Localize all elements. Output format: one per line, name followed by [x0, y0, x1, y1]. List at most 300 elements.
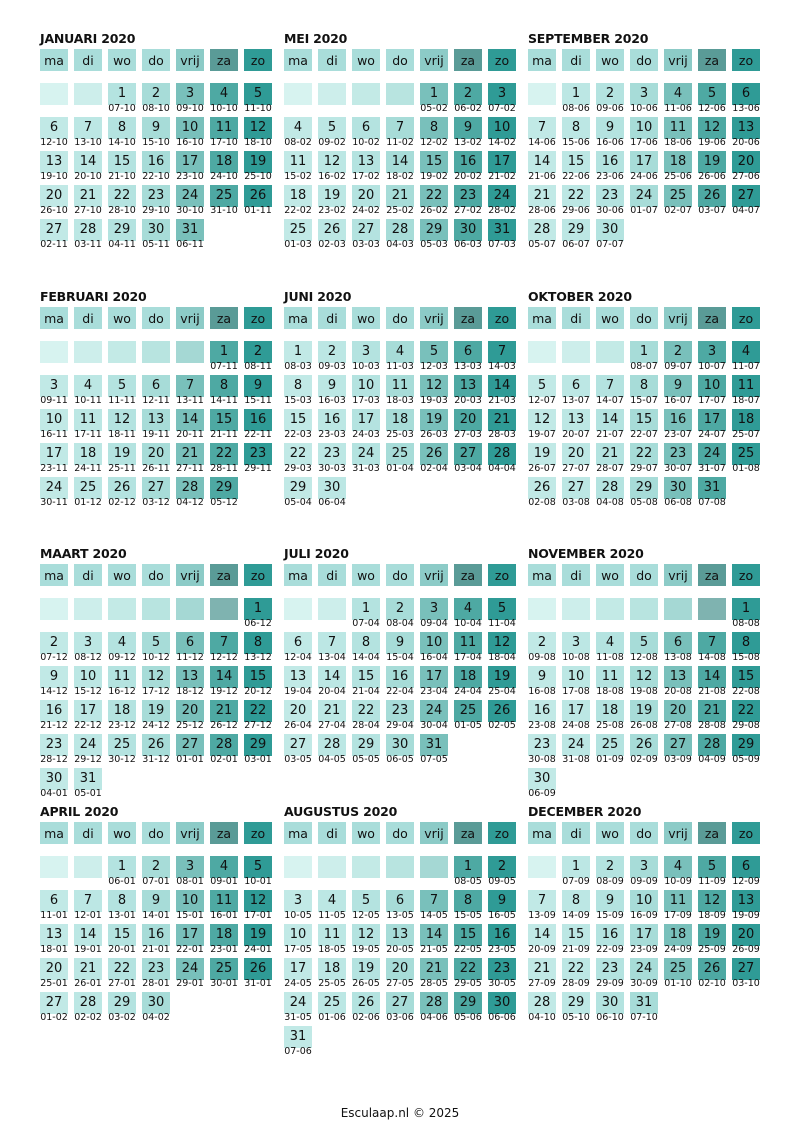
gestation-date: 15-10 [142, 137, 170, 148]
day-number: 5 [151, 635, 161, 650]
day-number: 30 [45, 771, 63, 786]
gestation-date: 12-02 [420, 137, 448, 148]
day-number: 10 [635, 120, 653, 135]
gestation-date: 10-11 [74, 395, 102, 406]
day-number: 17 [635, 154, 653, 169]
day-number: 26 [703, 961, 721, 976]
day-cell [284, 734, 312, 756]
day-number: 9 [537, 669, 547, 684]
day-number: 20 [45, 961, 63, 976]
gestation-date: 07-02 [488, 103, 516, 114]
day-number: 6 [361, 120, 371, 135]
day-cell [176, 83, 204, 105]
day-cell [176, 409, 204, 431]
day-cell [108, 632, 136, 654]
gestation-date: 18-02 [386, 171, 414, 182]
weekday-header: do [630, 307, 658, 329]
day-cell [318, 409, 346, 431]
day-number: 6 [49, 120, 59, 135]
gestation-date: 31-03 [352, 463, 380, 474]
day-cell [142, 924, 170, 946]
day-cell [732, 890, 760, 912]
gestation-date: 10-10 [210, 103, 238, 114]
weekday-header: wo [108, 307, 136, 329]
day-number: 24 [181, 961, 199, 976]
day-cell [244, 700, 272, 722]
gestation-date: 05-06 [454, 1012, 482, 1023]
gestation-date: 29-03 [284, 463, 312, 474]
gestation-date: 25-11 [108, 463, 136, 474]
day-number: 4 [395, 344, 405, 359]
day-cell [528, 890, 556, 912]
gestation-date: 28-07 [596, 463, 624, 474]
gestation-date: 30-11 [40, 497, 68, 508]
day-cell [284, 700, 312, 722]
gestation-date: 12-04 [284, 652, 312, 663]
day-number: 11 [737, 378, 755, 393]
day-cell [318, 632, 346, 654]
gestation-date: 17-10 [210, 137, 238, 148]
gestation-date: 02-08 [528, 497, 556, 508]
day-number: 9 [327, 378, 337, 393]
month-title: AUGUSTUS 2020 [284, 804, 398, 819]
day-cell [210, 477, 238, 499]
day-cell [210, 890, 238, 912]
day-number: 12 [425, 378, 443, 393]
gestation-date: 18-11 [108, 429, 136, 440]
day-number: 21 [533, 188, 551, 203]
day-cell [562, 151, 590, 173]
gestation-date: 28-12 [40, 754, 68, 765]
day-cell [732, 958, 760, 980]
day-number: 11 [459, 635, 477, 650]
day-cell [488, 83, 516, 105]
gestation-date: 27-01 [108, 978, 136, 989]
gestation-date: 09-01 [210, 876, 238, 887]
day-number: 30 [669, 480, 687, 495]
weekday-header: zo [244, 564, 272, 586]
day-cell [664, 151, 692, 173]
day-number: 18 [79, 446, 97, 461]
day-number: 11 [79, 412, 97, 427]
day-cell [176, 219, 204, 241]
gestation-date: 05-01 [74, 788, 102, 799]
day-cell [74, 924, 102, 946]
gestation-date: 01-07 [630, 205, 658, 216]
day-number: 20 [737, 927, 755, 942]
weekday-header: zo [488, 822, 516, 844]
day-number: 24 [493, 188, 511, 203]
gestation-date: 15-06 [562, 137, 590, 148]
gestation-date: 30-06 [596, 205, 624, 216]
day-number: 15 [249, 669, 267, 684]
empty-day-cell [420, 856, 448, 878]
day-cell [562, 219, 590, 241]
day-number: 22 [113, 188, 131, 203]
day-number: 31 [703, 480, 721, 495]
gestation-date: 25-07 [732, 429, 760, 440]
day-number: 11 [669, 893, 687, 908]
gestation-date: 10-12 [142, 652, 170, 663]
gestation-date: 23-07 [664, 429, 692, 440]
day-number: 20 [357, 188, 375, 203]
day-cell [244, 83, 272, 105]
day-cell [454, 409, 482, 431]
gestation-date: 06-03 [454, 239, 482, 250]
gestation-date: 31-12 [142, 754, 170, 765]
day-cell [386, 219, 414, 241]
weekday-header: ma [40, 564, 68, 586]
gestation-date: 15-12 [74, 686, 102, 697]
weekday-header: za [698, 49, 726, 71]
weekday-header: wo [596, 49, 624, 71]
gestation-date: 05-05 [352, 754, 380, 765]
day-cell [74, 219, 102, 241]
day-cell [244, 924, 272, 946]
day-cell [74, 734, 102, 756]
gestation-date: 03-03 [352, 239, 380, 250]
day-cell [284, 185, 312, 207]
day-number: 15 [215, 412, 233, 427]
day-cell [284, 666, 312, 688]
day-number: 18 [215, 927, 233, 942]
gestation-date: 19-06 [698, 137, 726, 148]
gestation-date: 25-04 [488, 686, 516, 697]
day-cell [386, 992, 414, 1014]
gestation-date: 02-04 [420, 463, 448, 474]
day-cell [352, 219, 380, 241]
day-cell [210, 700, 238, 722]
day-number: 13 [391, 927, 409, 942]
gestation-date: 15-05 [454, 910, 482, 921]
day-number: 22 [567, 961, 585, 976]
day-cell [488, 666, 516, 688]
day-number: 2 [673, 344, 683, 359]
day-number: 5 [497, 601, 507, 616]
gestation-date: 08-07 [630, 361, 658, 372]
day-cell [562, 632, 590, 654]
weekday-header: ma [284, 307, 312, 329]
day-cell [386, 924, 414, 946]
empty-day-cell [40, 83, 68, 105]
gestation-date: 01-09 [596, 754, 624, 765]
weekday-header: do [630, 564, 658, 586]
gestation-date: 14-09 [562, 910, 590, 921]
gestation-date: 18-03 [386, 395, 414, 406]
day-number: 11 [289, 154, 307, 169]
day-cell [386, 666, 414, 688]
day-cell [732, 151, 760, 173]
day-number: 8 [361, 635, 371, 650]
gestation-date: 07-10 [630, 1012, 658, 1023]
gestation-date: 08-10 [142, 103, 170, 114]
day-cell [562, 117, 590, 139]
gestation-date: 23-10 [176, 171, 204, 182]
day-number: 2 [49, 635, 59, 650]
gestation-date: 17-04 [454, 652, 482, 663]
day-number: 8 [117, 893, 127, 908]
gestation-date: 07-07 [596, 239, 624, 250]
day-cell [420, 83, 448, 105]
weekday-header: do [142, 822, 170, 844]
gestation-date: 31-08 [562, 754, 590, 765]
day-number: 13 [737, 120, 755, 135]
day-number: 24 [567, 737, 585, 752]
gestation-date: 16-09 [630, 910, 658, 921]
day-number: 28 [533, 995, 551, 1010]
gestation-date: 16-02 [318, 171, 346, 182]
day-cell [630, 117, 658, 139]
day-cell [386, 443, 414, 465]
day-cell [732, 117, 760, 139]
empty-day-cell [40, 341, 68, 363]
day-cell [488, 375, 516, 397]
day-cell [284, 375, 312, 397]
day-number: 26 [533, 480, 551, 495]
day-cell [318, 992, 346, 1014]
day-cell [142, 992, 170, 1014]
weekday-header: do [386, 564, 414, 586]
day-cell [210, 117, 238, 139]
day-number: 26 [357, 995, 375, 1010]
gestation-date: 22-12 [74, 720, 102, 731]
day-number: 28 [181, 480, 199, 495]
day-number: 4 [673, 86, 683, 101]
day-cell [386, 117, 414, 139]
day-cell [664, 117, 692, 139]
day-number: 30 [147, 222, 165, 237]
day-cell [40, 666, 68, 688]
gestation-date: 21-12 [40, 720, 68, 731]
weekday-header: wo [596, 564, 624, 586]
day-number: 21 [493, 412, 511, 427]
day-number: 24 [635, 961, 653, 976]
day-number: 9 [605, 120, 615, 135]
day-cell [596, 734, 624, 756]
day-number: 2 [497, 859, 507, 874]
day-number: 31 [493, 222, 511, 237]
day-cell [454, 890, 482, 912]
day-cell [528, 375, 556, 397]
gestation-date: 18-06 [664, 137, 692, 148]
day-cell [142, 219, 170, 241]
day-number: 8 [571, 893, 581, 908]
day-number: 23 [669, 446, 687, 461]
day-cell [488, 341, 516, 363]
day-cell [420, 924, 448, 946]
day-number: 15 [635, 412, 653, 427]
day-number: 21 [79, 961, 97, 976]
day-cell [244, 632, 272, 654]
day-cell [596, 443, 624, 465]
weekday-header: zo [244, 49, 272, 71]
day-cell [40, 219, 68, 241]
weekday-header: di [318, 49, 346, 71]
gestation-date: 21-11 [210, 429, 238, 440]
day-cell [108, 856, 136, 878]
day-number: 6 [151, 378, 161, 393]
gestation-date: 07-04 [352, 618, 380, 629]
gestation-date: 16-01 [210, 910, 238, 921]
day-number: 6 [571, 378, 581, 393]
day-number: 31 [425, 737, 443, 752]
gestation-date: 10-07 [698, 361, 726, 372]
day-number: 15 [357, 669, 375, 684]
day-number: 15 [459, 927, 477, 942]
gestation-date: 18-10 [244, 137, 272, 148]
day-number: 17 [493, 154, 511, 169]
gestation-date: 01-04 [386, 463, 414, 474]
gestation-date: 06-02 [454, 103, 482, 114]
day-cell [108, 700, 136, 722]
weekday-header: za [454, 822, 482, 844]
footer-credit: Esculaap.nl © 2025 [340, 1106, 460, 1120]
gestation-date: 08-11 [244, 361, 272, 372]
gestation-date: 15-09 [596, 910, 624, 921]
day-cell [664, 700, 692, 722]
gestation-date: 04-01 [40, 788, 68, 799]
day-number: 25 [459, 703, 477, 718]
day-cell [698, 341, 726, 363]
day-cell [284, 992, 312, 1014]
day-number: 3 [639, 86, 649, 101]
gestation-date: 18-08 [596, 686, 624, 697]
gestation-date: 23-06 [596, 171, 624, 182]
day-cell [732, 598, 760, 620]
day-cell [698, 666, 726, 688]
gestation-date: 13-04 [318, 652, 346, 663]
day-cell [386, 734, 414, 756]
weekday-header: vrij [420, 564, 448, 586]
day-number: 28 [391, 222, 409, 237]
day-cell [732, 700, 760, 722]
day-cell [40, 117, 68, 139]
day-cell [40, 375, 68, 397]
weekday-header: zo [244, 307, 272, 329]
day-cell [142, 375, 170, 397]
day-cell [210, 341, 238, 363]
gestation-date: 22-01 [176, 944, 204, 955]
day-cell [352, 890, 380, 912]
gestation-date: 02-11 [40, 239, 68, 250]
gestation-date: 01-11 [244, 205, 272, 216]
day-cell [664, 666, 692, 688]
day-number: 30 [493, 995, 511, 1010]
day-cell [562, 443, 590, 465]
gestation-date: 24-07 [698, 429, 726, 440]
day-number: 21 [703, 703, 721, 718]
gestation-date: 22-06 [562, 171, 590, 182]
day-number: 29 [249, 737, 267, 752]
day-cell [732, 185, 760, 207]
day-number: 8 [429, 120, 439, 135]
day-cell [108, 992, 136, 1014]
day-cell [528, 768, 556, 790]
gestation-date: 07-08 [698, 497, 726, 508]
day-number: 20 [181, 703, 199, 718]
day-number: 17 [567, 703, 585, 718]
day-cell [352, 341, 380, 363]
day-number: 10 [493, 120, 511, 135]
day-number: 25 [289, 222, 307, 237]
gestation-date: 04-07 [732, 205, 760, 216]
day-cell [596, 219, 624, 241]
day-number: 30 [323, 480, 341, 495]
gestation-date: 17-11 [74, 429, 102, 440]
day-cell [488, 117, 516, 139]
day-cell [352, 958, 380, 980]
day-cell [210, 443, 238, 465]
day-number: 5 [639, 635, 649, 650]
day-number: 1 [429, 86, 439, 101]
day-cell [244, 341, 272, 363]
day-cell [318, 734, 346, 756]
gestation-date: 25-06 [664, 171, 692, 182]
day-number: 1 [361, 601, 371, 616]
day-cell [284, 219, 312, 241]
day-number: 7 [497, 344, 507, 359]
day-cell [488, 890, 516, 912]
day-cell [318, 151, 346, 173]
gestation-date: 04-05 [318, 754, 346, 765]
day-cell [284, 890, 312, 912]
gestation-date: 09-02 [318, 137, 346, 148]
day-cell [562, 924, 590, 946]
gestation-date: 11-07 [732, 361, 760, 372]
gestation-date: 30-03 [318, 463, 346, 474]
day-cell [40, 958, 68, 980]
gestation-date: 09-12 [108, 652, 136, 663]
gestation-date: 09-03 [318, 361, 346, 372]
gestation-date: 20-11 [176, 429, 204, 440]
empty-day-cell [210, 598, 238, 620]
gestation-date: 18-12 [176, 686, 204, 697]
empty-day-cell [528, 83, 556, 105]
day-cell [40, 924, 68, 946]
gestation-date: 02-05 [488, 720, 516, 731]
gestation-date: 28-03 [488, 429, 516, 440]
day-cell [732, 666, 760, 688]
day-cell [210, 151, 238, 173]
gestation-date: 01-01 [176, 754, 204, 765]
day-cell [318, 477, 346, 499]
gestation-date: 06-12 [244, 618, 272, 629]
day-number: 10 [567, 669, 585, 684]
gestation-date: 30-09 [630, 978, 658, 989]
weekday-header: ma [528, 307, 556, 329]
day-number: 6 [185, 635, 195, 650]
day-number: 22 [113, 961, 131, 976]
gestation-date: 28-06 [528, 205, 556, 216]
day-cell [596, 83, 624, 105]
day-cell [488, 219, 516, 241]
day-number: 4 [673, 859, 683, 874]
day-cell [244, 443, 272, 465]
day-cell [74, 890, 102, 912]
day-number: 3 [429, 601, 439, 616]
gestation-date: 16-05 [488, 910, 516, 921]
day-cell [596, 924, 624, 946]
day-number: 21 [391, 188, 409, 203]
day-cell [596, 666, 624, 688]
gestation-date: 07-05 [420, 754, 448, 765]
day-cell [528, 632, 556, 654]
gestation-date: 13-09 [528, 910, 556, 921]
day-number: 6 [741, 859, 751, 874]
day-cell [176, 117, 204, 139]
day-cell [176, 958, 204, 980]
day-number: 2 [151, 859, 161, 874]
